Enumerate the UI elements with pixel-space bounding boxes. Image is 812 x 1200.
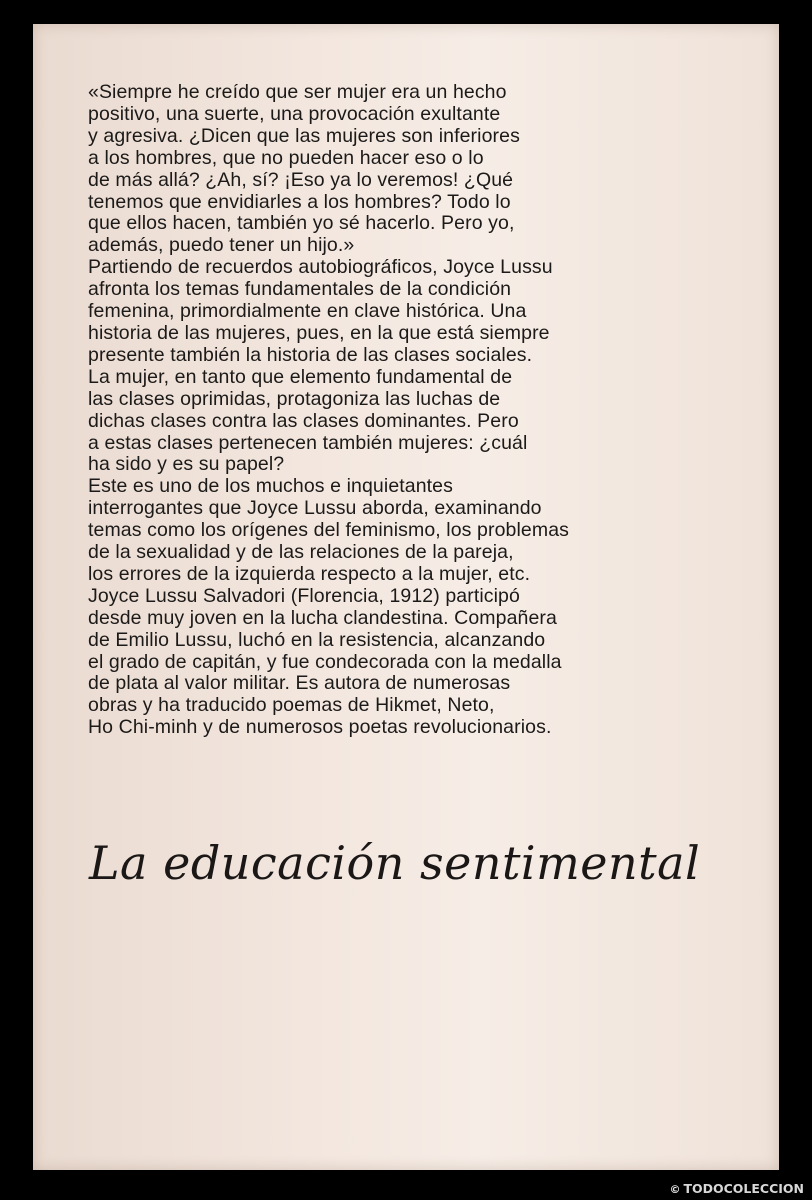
blurb-line: de la sexualidad y de las relaciones de la pareja, <box>88 541 514 564</box>
blurb-line: Este es uno de los muchos e inquietantes <box>88 475 453 498</box>
blurb-line: que ellos hacen, también yo sé hacerlo. Pero yo, <box>88 212 515 235</box>
blurb-line: historia de las mujeres, pues, en la que está siempre <box>88 321 550 344</box>
blurb-line: además, puedo tener un hijo.» <box>88 234 355 257</box>
blurb-line: dichas clases contra las clases dominantes. Pero <box>88 409 519 432</box>
blurb-line: positivo, una suerte, una provocación exultante <box>88 102 501 125</box>
blurb-line: de plata al valor militar. Es autora de numerosas <box>88 672 511 695</box>
blurb-line: Joyce Lussu Salvadori (Florencia, 1912) participó <box>88 584 520 607</box>
blurb-line: tenemos que envidiarles a los hombres? Todo lo <box>88 190 511 213</box>
blurb-line: a los hombres, que no pueden hacer eso o lo <box>88 146 484 169</box>
blurb-line: Partiendo de recuerdos autobiográficos, Joyce Lussu <box>88 256 553 279</box>
blurb-line: obras y ha traducido poemas de Hikmet, Neto, <box>88 694 495 717</box>
blurb-line: temas como los orígenes del feminismo, los problemas <box>88 519 569 542</box>
blurb-line: el grado de capitán, y fue condecorada con la medalla <box>88 650 562 673</box>
blurb-line: La mujer, en tanto que elemento fundamental de <box>88 365 513 388</box>
blurb-line: a estas clases pertenecen también mujeres: ¿cuál <box>88 431 528 454</box>
copyright-icon: © <box>669 1183 681 1196</box>
blurb-line: ha sido y es su papel? <box>88 453 285 476</box>
blurb-line: desde muy joven en la lucha clandestina. Compañera <box>88 606 557 629</box>
blurb-text <box>88 82 648 739</box>
blurb-line: de más allá? ¿Ah, sí? ¡Eso ya lo veremos! ¿Qué <box>88 168 514 191</box>
blurb-line: femenina, primordialmente en clave histórica. Una <box>88 300 527 323</box>
blurb-line: interrogantes que Joyce Lussu aborda, examinando <box>88 497 542 520</box>
blurb-line: los errores de la izquierda respecto a la mujer, etc. <box>88 562 531 585</box>
blurb-line: y agresiva. ¿Dicen que las mujeres son inferiores <box>88 124 520 147</box>
watermark <box>669 1181 804 1196</box>
watermark-text: TODOCOLECCION <box>683 1181 804 1196</box>
blurb-line: las clases oprimidas, protagoniza las luchas de <box>88 387 501 410</box>
blurb-line: de Emilio Lussu, luchó en la resistencia, alcanzando <box>88 628 546 651</box>
book-back-cover <box>33 24 779 1170</box>
blurb-line: presente también la historia de las clases sociales. <box>88 343 533 366</box>
series-title: La educación sentimental <box>89 836 701 890</box>
blurb-line: afronta los temas fundamentales de la condición <box>88 278 512 301</box>
blurb-line: Ho Chi-minh y de numerosos poetas revolucionarios. <box>88 716 552 739</box>
blurb-line: «Siempre he creído que ser mujer era un hecho <box>88 81 507 103</box>
